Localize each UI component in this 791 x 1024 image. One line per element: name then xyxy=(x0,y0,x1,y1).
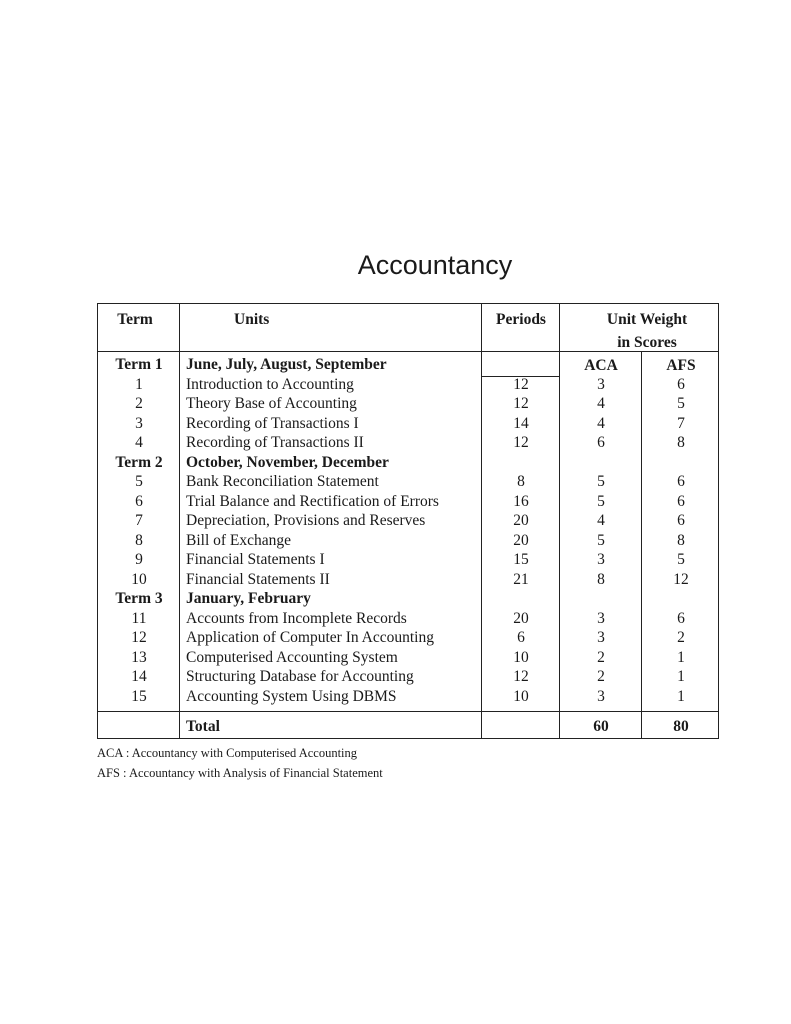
row-afs-score: 12 xyxy=(673,570,689,588)
header-aca: ACA xyxy=(584,357,618,374)
header-term: Term xyxy=(117,311,153,328)
row-unit-number: 13 xyxy=(131,648,147,666)
row-afs-score: 5 xyxy=(677,551,685,568)
row-periods: 12 xyxy=(513,668,529,685)
footnote-afs: AFS : Accountancy with Analysis of Financial Statement xyxy=(97,766,383,780)
row-unit-number: 1 xyxy=(135,375,143,393)
row-unit-name: Bank Reconciliation Statement xyxy=(186,473,379,490)
row-unit-name: Theory Base of Accounting xyxy=(186,395,357,412)
row-unit-number: 15 xyxy=(131,687,147,705)
row-afs-score: 1 xyxy=(677,687,685,705)
row-aca-score: 4 xyxy=(597,395,605,412)
footnote-aca: ACA : Accountancy with Computerised Accounting xyxy=(97,746,358,760)
row-unit-name: Depreciation, Provisions and Reserves xyxy=(186,512,426,529)
row-aca-score: 2 xyxy=(597,648,605,666)
row-unit-name: Trial Balance and Rectification of Errors xyxy=(186,492,439,510)
row-aca-score: 3 xyxy=(597,551,605,568)
row-periods: 16 xyxy=(513,492,529,510)
row-unit-number: 7 xyxy=(135,512,143,529)
row-term-months: October, November, December xyxy=(186,453,389,471)
row-afs-score: 6 xyxy=(677,492,685,510)
row-periods: 20 xyxy=(513,512,529,529)
row-unit-name: Bill of Exchange xyxy=(186,531,292,549)
row-aca-score: 5 xyxy=(597,531,605,549)
row-unit-number: 8 xyxy=(135,531,143,549)
syllabus-table xyxy=(97,303,719,739)
row-unit-name: Computerised Accounting System xyxy=(186,648,398,666)
page-title: Accountancy xyxy=(357,250,513,280)
row-periods: 12 xyxy=(513,395,529,412)
header-periods: Periods xyxy=(496,311,546,328)
row-unit-number: 5 xyxy=(135,473,143,490)
row-aca-score: 3 xyxy=(597,375,605,393)
row-aca-score: 3 xyxy=(597,687,605,705)
row-unit-number: 11 xyxy=(131,609,147,627)
row-unit-number: 4 xyxy=(135,434,143,451)
row-aca-score: 4 xyxy=(597,512,605,529)
row-afs-score: 8 xyxy=(677,531,685,549)
total-aca: 60 xyxy=(593,718,609,735)
row-aca-score: 2 xyxy=(597,668,605,685)
row-afs-score: 5 xyxy=(677,395,685,412)
row-unit-number: 3 xyxy=(135,414,143,432)
row-unit-number: 14 xyxy=(131,668,147,685)
row-aca-score: 3 xyxy=(597,609,605,627)
row-afs-score: 6 xyxy=(677,512,685,529)
row-aca-score: 3 xyxy=(597,629,605,646)
row-periods: 14 xyxy=(513,414,529,432)
row-term-months: January, February xyxy=(186,590,311,607)
header-units: Units xyxy=(234,311,270,328)
row-term-months: June, July, August, September xyxy=(186,356,387,373)
row-periods: 6 xyxy=(517,629,525,646)
row-afs-score: 6 xyxy=(677,375,685,393)
row-afs-score: 1 xyxy=(677,668,685,685)
row-aca-score: 5 xyxy=(597,473,605,490)
row-afs-score: 7 xyxy=(677,414,685,432)
row-aca-score: 6 xyxy=(597,434,605,451)
row-periods: 21 xyxy=(513,570,529,588)
row-unit-number: 12 xyxy=(131,629,147,646)
row-unit-name: Structuring Database for Accounting xyxy=(186,668,414,685)
row-periods: 12 xyxy=(513,375,529,393)
row-afs-score: 6 xyxy=(677,473,685,490)
row-aca-score: 8 xyxy=(597,570,605,588)
footnotes xyxy=(97,743,383,783)
row-unit-name: Accounts from Incomplete Records xyxy=(186,609,407,627)
row-afs-score: 6 xyxy=(677,609,685,627)
row-unit-number: 10 xyxy=(131,570,147,588)
row-term-label: Term 1 xyxy=(115,356,163,373)
row-afs-score: 1 xyxy=(677,648,685,666)
row-unit-name: Financial Statements I xyxy=(186,551,325,568)
row-unit-name: Introduction to Accounting xyxy=(186,375,354,393)
row-aca-score: 5 xyxy=(597,492,605,510)
row-unit-name: Accounting System Using DBMS xyxy=(186,687,397,705)
row-periods: 12 xyxy=(513,434,529,451)
row-unit-name: Application of Computer In Accounting xyxy=(186,629,434,646)
row-periods: 20 xyxy=(513,609,529,627)
row-unit-name: Recording of Transactions I xyxy=(186,414,359,432)
row-unit-number: 2 xyxy=(135,395,143,412)
row-periods: 10 xyxy=(513,687,529,705)
row-aca-score: 4 xyxy=(597,414,605,432)
row-unit-number: 6 xyxy=(135,492,143,510)
header-afs: AFS xyxy=(666,357,696,374)
divider xyxy=(98,711,718,712)
header-in-scores: in Scores xyxy=(617,334,677,351)
row-unit-name: Recording of Transactions II xyxy=(186,434,364,451)
row-periods: 20 xyxy=(513,531,529,549)
row-periods: 15 xyxy=(513,551,529,568)
total-afs: 80 xyxy=(673,718,689,735)
row-periods: 10 xyxy=(513,648,529,666)
row-afs-score: 2 xyxy=(677,629,685,646)
header-unit-weight: Unit Weight xyxy=(606,311,688,328)
row-term-label: Term 2 xyxy=(115,453,163,471)
row-unit-name: Financial Statements II xyxy=(186,570,330,588)
row-term-label: Term 3 xyxy=(115,590,163,607)
row-periods: 8 xyxy=(517,473,525,490)
row-unit-number: 9 xyxy=(135,551,143,568)
total-label: Total xyxy=(186,718,220,735)
row-afs-score: 8 xyxy=(677,434,685,451)
